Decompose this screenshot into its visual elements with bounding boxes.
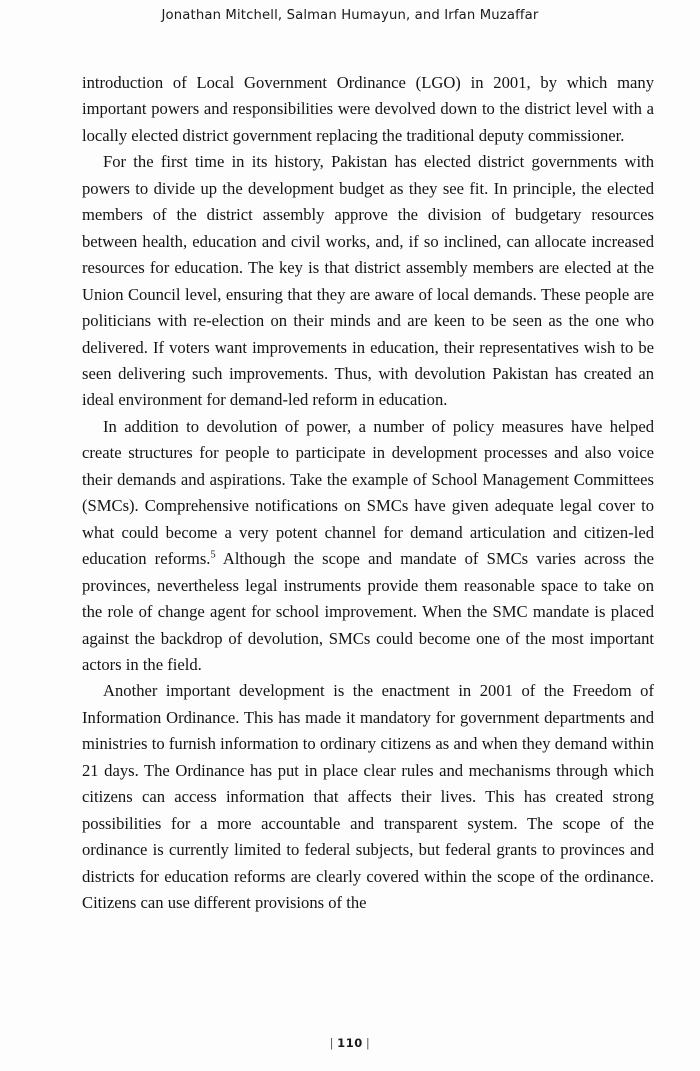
paragraph-1: introduction of Local Government Ordinance (LGO) in 2001, by which many important powers and responsibilities were devolved down to the district level with a locally elected district government replacing the traditional deputy commissioner. (82, 73, 654, 145)
paragraph-2: For the first time in its history, Pakistan has elected district governments with powers to divide up the development budget as they see fit. In principle, the elected members of the district assembly approve the division of budgetary resources between health, education and civil works, and, if so inclined, can allocate increased resources for education. The key is that district assembly members are elected at the Union Council level, ensuring that they are aware of local demands. These people are politicians with re-election on their minds and are keen to be seen as the one who delivered. If voters want improvements in education, their representatives wish to be seen delivering such improvements. Thus, with devolution Pakistan has created an ideal environment for demand-led reform in education. (82, 152, 654, 410)
folio-right-rule: | (365, 1036, 371, 1050)
footnote-reference-5[interactable]: 5 (210, 549, 216, 561)
folio-page-number: 110 (337, 1036, 363, 1050)
paragraph-4: Another important development is the enactment in 2001 of the Freedom of Information Ordinance. This has made it mandatory for government departments and ministries to furnish information to ordinary citizens as and when they demand within 21 days. The Ordinance has put in place clear rules and mechanisms through which citizens can access information that affects their lives. This has created strong possibilities for a more accountable and transparent system. The scope of the ordinance is currently limited to federal subjects, but federal grants to provinces and districts for education reforms are clearly covered within the scope of the ordinance. Citizens can use different provisions of the (82, 681, 654, 913)
paragraph-3-text-before-footnote: In addition to devolution of power, a number of policy measures have helped create structures for people to participate in development processes and also voice their demands and aspirations. Take the example of School Management Committees (SMCs). Comprehensive notifications on SMCs have given adequate legal cover to what could become a very potent channel for demand articulation and citizen-led education reforms. (82, 416, 654, 569)
paragraph-3 (82, 414, 654, 679)
page-folio (0, 1036, 700, 1050)
folio-left-rule: | (329, 1036, 335, 1050)
paragraph-3-text-after-footnote: Although the scope and mandate of SMCs varies across the provinces, nevertheless legal instruments provide them reasonable space to take on the role of change agent for school improvement. When the SMC mandate is placed against the backdrop of devolution, SMCs could become one of the most important actors in the field. (82, 549, 655, 674)
running-head: Jonathan Mitchell, Salman Humayun, and Irfan Muzaffar (161, 8, 539, 23)
body-text-column (82, 70, 654, 917)
